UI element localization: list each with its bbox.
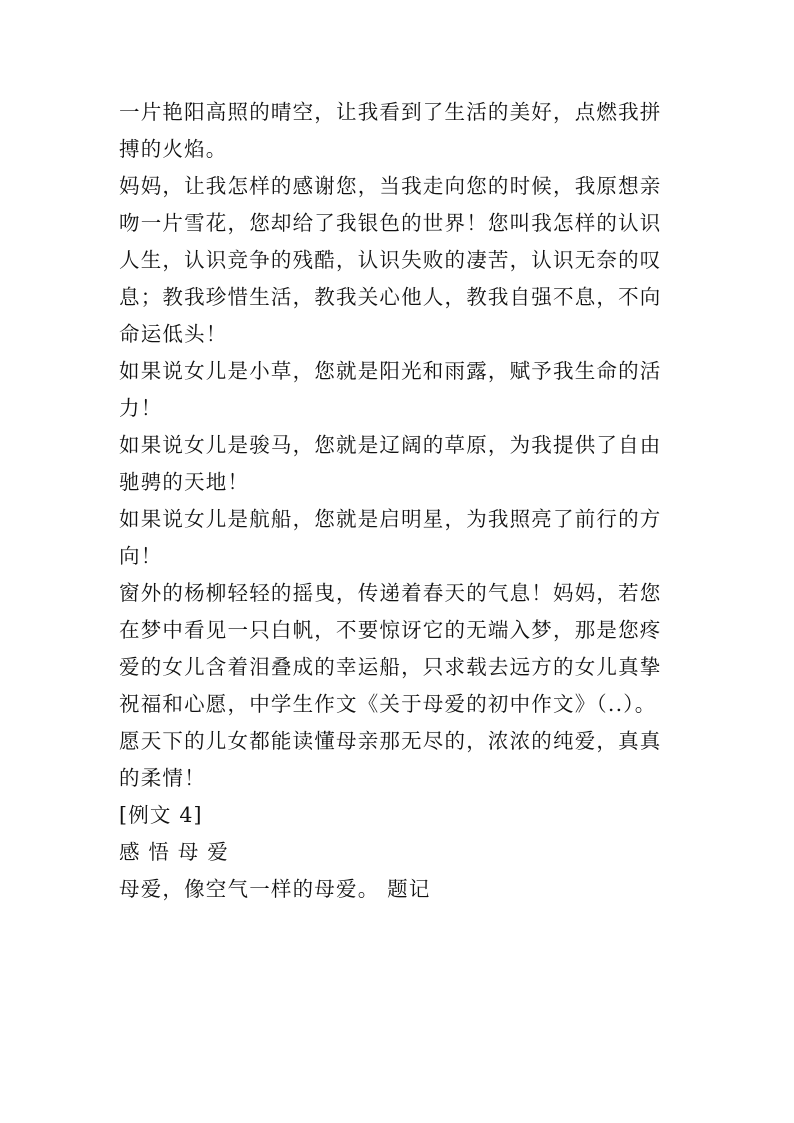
text-line: 窗外的杨柳轻轻的摇曳，传递着春天的气息！妈妈，若您: [119, 581, 662, 605]
text-line: 如果说女儿是小草，您就是阳光和雨露，赋予我生命的活: [119, 359, 662, 383]
text-line: 如果说女儿是骏马，您就是辽阔的草原，为我提供了自由: [119, 433, 662, 457]
text-line: 的柔情！: [119, 766, 206, 790]
essay-body: [119, 94, 679, 908]
text-line: 命运低头！: [119, 322, 228, 346]
text-line: 驰骋的天地！: [119, 470, 250, 494]
text-line: 力！: [119, 396, 163, 420]
text-line: 愿天下的儿女都能读懂母亲那无尽的，浓浓的纯爱，真真: [119, 729, 662, 753]
text-line: 吻一片雪花，您却给了我银色的世界！您叫我怎样的认识: [119, 211, 662, 235]
text-line: 在梦中看见一只白帆，不要惊讶它的无端入梦，那是您疼: [119, 618, 662, 642]
text-line: 妈妈，让我怎样的感谢您，当我走向您的时候，我原想亲: [119, 174, 662, 198]
example-label: [例文 4]: [119, 803, 203, 827]
text-line: 人生，认识竞争的残酷，认识失败的凄苦，认识无奈的叹: [119, 248, 662, 272]
text-line: 一片艳阳高照的晴空，让我看到了生活的美好，点燃我拼: [119, 100, 662, 124]
text-line: 息；教我珍惜生活，教我关心他人，教我自强不息，不向: [119, 285, 662, 309]
epigraph-line: 母爱，像空气一样的母爱。 题记: [119, 877, 431, 901]
text-line: 爱的女儿含着泪叠成的幸运船，只求载去远方的女儿真挚: [119, 655, 662, 679]
text-line: 搏的火焰。: [119, 137, 228, 161]
text-line: 祝福和心愿，中学生作文《关于母爱的初中作文》（..）。: [119, 692, 657, 716]
text-line: 向！: [119, 544, 163, 568]
essay-title: 感 悟 母 爱: [119, 840, 229, 864]
text-line: 如果说女儿是航船，您就是启明星，为我照亮了前行的方: [119, 507, 662, 531]
